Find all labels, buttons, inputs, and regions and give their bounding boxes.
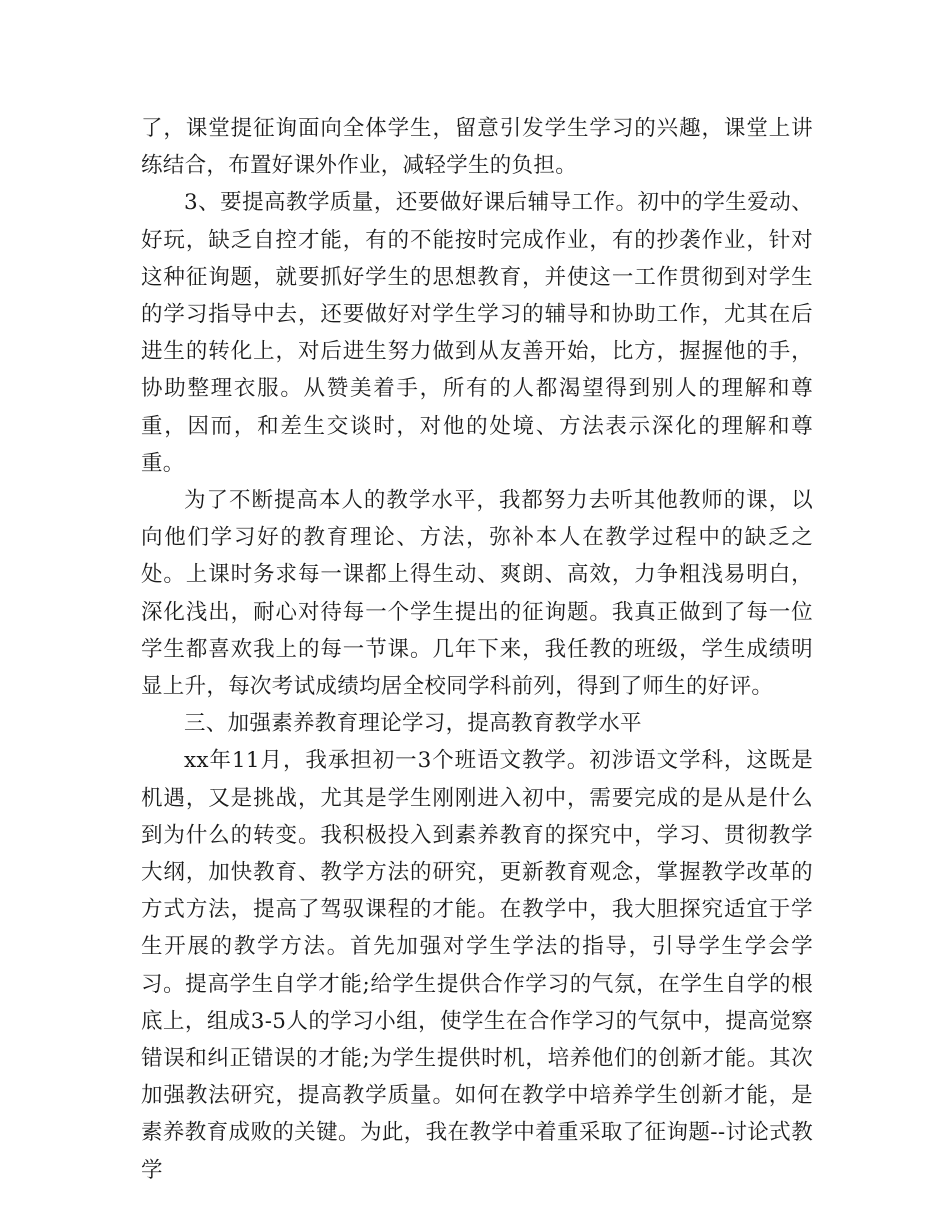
- paragraph-1: 了，课堂提征询面向全体学生，留意引发学生学习的兴趣，课堂上讲练结合，布置好课外作业，减轻学生的负担。: [141, 116, 813, 179]
- paragraph-4: xx年11月，我承担初一3个班语文教学。初涉语文学科，这既是机遇，又是挑战，尤其是学生刚刚进入初中，需要完成的是从是什么到为什么的转变。我积极投入到素养教育的探究中，学习、贯彻教学大纲，加快教育、教学方法的研究，更新教育观念，掌握教学改革的方式方法，提高了驾驭课程的才能。在教学中，我大胆探究适宜于学生开展的教学方法。首先加强对学生学法的指导，引导学生学会学习。提高学生自学才能;给学生提供合作学习的气氛，在学生自学的根底上，组成3-5人的学习小组，使学生在合作学习的气氛中，提高觉察错误和纠正错误的才能;为学生提供时机，培养他们的创新才能。其次加强教法研究，提高教学质量。如何在教学中培养学生创新才能，是素养教育成败的关键。为此，我在教学中着重采取了征询题--讨论式教学: [141, 748, 813, 1183]
- section-heading: 三、加强素养教育理论学习，提高教育教学水平: [184, 711, 642, 737]
- paragraph-3: 为了不断提高本人的教学水平，我都努力去听其他教师的课，以向他们学习好的教育理论、方法，弥补本人在教学过程中的缺乏之处。上课时务求每一课都上得生动、爽朗、高效，力争粗浅易明白，深化浅出，耐心对待每一个学生提出的征询题。我真正做到了每一位学生都喜欢我上的每一节课。几年下来，我任教的班级，学生成绩明显上升，每次考试成绩均居全校同学科前列，得到了师生的好评。: [141, 488, 813, 700]
- document-body: [141, 110, 813, 1189]
- paragraph-2: 3、要提高教学质量，还要做好课后辅导工作。初中的学生爱动、好玩，缺乏自控才能，有的不能按时完成作业，有的抄袭作业，针对这种征询题，就要抓好学生的思想教育，并使这一工作贯彻到对学生的学习指导中去，还要做好对学生学习的辅导和协助工作，尤其在后进生的转化上，对后进生努力做到从友善开始，比方，握握他的手，协助整理衣服。从赞美着手，所有的人都渴望得到别人的理解和尊重，因而，和差生交谈时，对他的处境、方法表示深化的理解和尊重。: [141, 190, 813, 476]
